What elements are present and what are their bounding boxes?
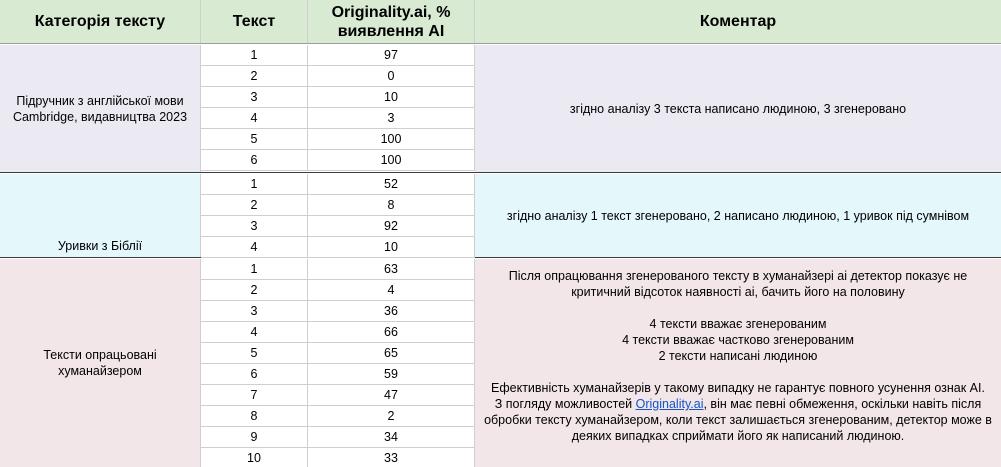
comment-text: З погляду можливостей <box>494 397 633 411</box>
header-score-line2: виявлення AI <box>337 22 445 40</box>
header-comment[interactable]: Коментар <box>699 13 777 30</box>
text-number-cell[interactable]: 1 <box>201 45 308 66</box>
score-cell[interactable]: 0 <box>308 66 475 87</box>
score-cell[interactable]: 63 <box>308 259 475 280</box>
text-number-cell[interactable]: 5 <box>201 129 308 150</box>
comment-paragraph: Ефективність хуманайзерів у такому випадку не гарантує повного усунення ознак AI. <box>491 381 985 395</box>
text-number-cell[interactable]: 6 <box>201 150 308 171</box>
score-cell[interactable]: 92 <box>308 216 475 237</box>
section-humanized <box>0 259 1001 467</box>
category-line: Тексти опрацьовані <box>43 348 157 362</box>
score-cell[interactable]: 8 <box>308 195 475 216</box>
header-category[interactable]: Категорія тексту <box>0 0 201 43</box>
table-row <box>201 343 475 364</box>
table-row <box>201 385 475 406</box>
score-cell[interactable]: 65 <box>308 343 475 364</box>
text-number-cell[interactable]: 5 <box>201 343 308 364</box>
score-cell[interactable]: 100 <box>308 150 475 171</box>
text-number-cell[interactable]: 4 <box>201 322 308 343</box>
table-row <box>201 87 475 108</box>
rows-block <box>201 174 475 258</box>
text-number-cell[interactable]: 7 <box>201 385 308 406</box>
comment-cell[interactable]: згідно аналізу 3 текста написано людиною, 3 згенеровано <box>475 45 1001 172</box>
text-number-cell[interactable]: 4 <box>201 108 308 129</box>
score-cell[interactable]: 10 <box>308 237 475 258</box>
comment-paragraph <box>481 396 995 444</box>
section-textbook <box>0 45 1001 173</box>
score-cell[interactable]: 3 <box>308 108 475 129</box>
table-row <box>201 45 475 66</box>
text-number-cell[interactable]: 2 <box>201 66 308 87</box>
text-number-cell[interactable]: 3 <box>201 87 308 108</box>
table-row <box>201 237 475 258</box>
comment-paragraph: 2 тексти написані людиною <box>658 349 818 363</box>
score-cell[interactable]: 33 <box>308 448 475 467</box>
table-row <box>201 322 475 343</box>
table-row <box>201 216 475 237</box>
table-row <box>201 66 475 87</box>
text-number-cell[interactable]: 3 <box>201 301 308 322</box>
text-number-cell[interactable]: 3 <box>201 216 308 237</box>
text-number-cell[interactable]: 10 <box>201 448 308 467</box>
comment-paragraph: 4 тексти вважає частково згенерованим <box>622 333 854 347</box>
category-line: Підручник з англійської мови <box>16 93 184 108</box>
table-row <box>201 427 475 448</box>
table-row <box>201 301 475 322</box>
table-row <box>201 364 475 385</box>
table-row <box>201 129 475 150</box>
table-row <box>201 150 475 171</box>
score-cell[interactable]: 52 <box>308 174 475 195</box>
header-row <box>0 0 1001 44</box>
text-number-cell[interactable]: 1 <box>201 259 308 280</box>
category-line: Уривки з Біблії <box>57 239 143 253</box>
table-row <box>201 108 475 129</box>
category-cell[interactable] <box>0 45 201 172</box>
comment-cell[interactable]: згідно аналізу 1 текст згенеровано, 2 написано людиною, 1 уривок під сумнівом <box>475 174 1001 257</box>
header-score-line1: Originality.ai, % <box>331 3 451 21</box>
text-number-cell[interactable]: 2 <box>201 280 308 301</box>
table-row <box>201 259 475 280</box>
score-cell[interactable]: 4 <box>308 280 475 301</box>
rows-block <box>201 45 475 171</box>
table-row <box>201 174 475 195</box>
table-row <box>201 406 475 427</box>
score-cell[interactable]: 10 <box>308 87 475 108</box>
score-cell[interactable]: 97 <box>308 45 475 66</box>
text-number-cell[interactable]: 9 <box>201 427 308 448</box>
header-score[interactable] <box>308 0 475 43</box>
table-row <box>201 448 475 467</box>
table-row <box>201 195 475 216</box>
text-number-cell[interactable]: 4 <box>201 237 308 258</box>
comment-text: , він має певні обмеження, оскільки навіть після обробки тексту хуманайзером, коли текст залишається згенерованим, детектор може в деяких випадках сприймати його як написаний людиною. <box>484 397 992 443</box>
originality-link[interactable]: Originality.ai <box>635 397 704 411</box>
comment-cell[interactable] <box>475 259 1001 467</box>
score-cell[interactable]: 34 <box>308 427 475 448</box>
text-number-cell[interactable]: 2 <box>201 195 308 216</box>
rows-block <box>201 259 475 467</box>
category-cell[interactable] <box>0 259 201 467</box>
text-number-cell[interactable]: 1 <box>201 174 308 195</box>
comment-paragraph: 4 тексти вважає згенерованим <box>649 317 827 331</box>
score-cell[interactable]: 2 <box>308 406 475 427</box>
section-bible <box>0 174 1001 258</box>
text-number-cell[interactable]: 6 <box>201 364 308 385</box>
table-row <box>201 280 475 301</box>
score-cell[interactable]: 100 <box>308 129 475 150</box>
header-text[interactable]: Текст <box>201 0 308 43</box>
score-cell[interactable]: 59 <box>308 364 475 385</box>
category-line: Cambridge, видавництва 2023 <box>12 109 188 124</box>
score-cell[interactable]: 47 <box>308 385 475 406</box>
category-line: хуманайзером <box>58 364 142 378</box>
category-cell[interactable] <box>0 174 201 257</box>
text-number-cell[interactable]: 8 <box>201 406 308 427</box>
comment-paragraph: Після опрацювання згенерованого тексту в хуманайзері ai детектор показує не критичний відсоток наявності ai, бачить його на половину <box>508 269 968 299</box>
score-cell[interactable]: 36 <box>308 301 475 322</box>
score-cell[interactable]: 66 <box>308 322 475 343</box>
